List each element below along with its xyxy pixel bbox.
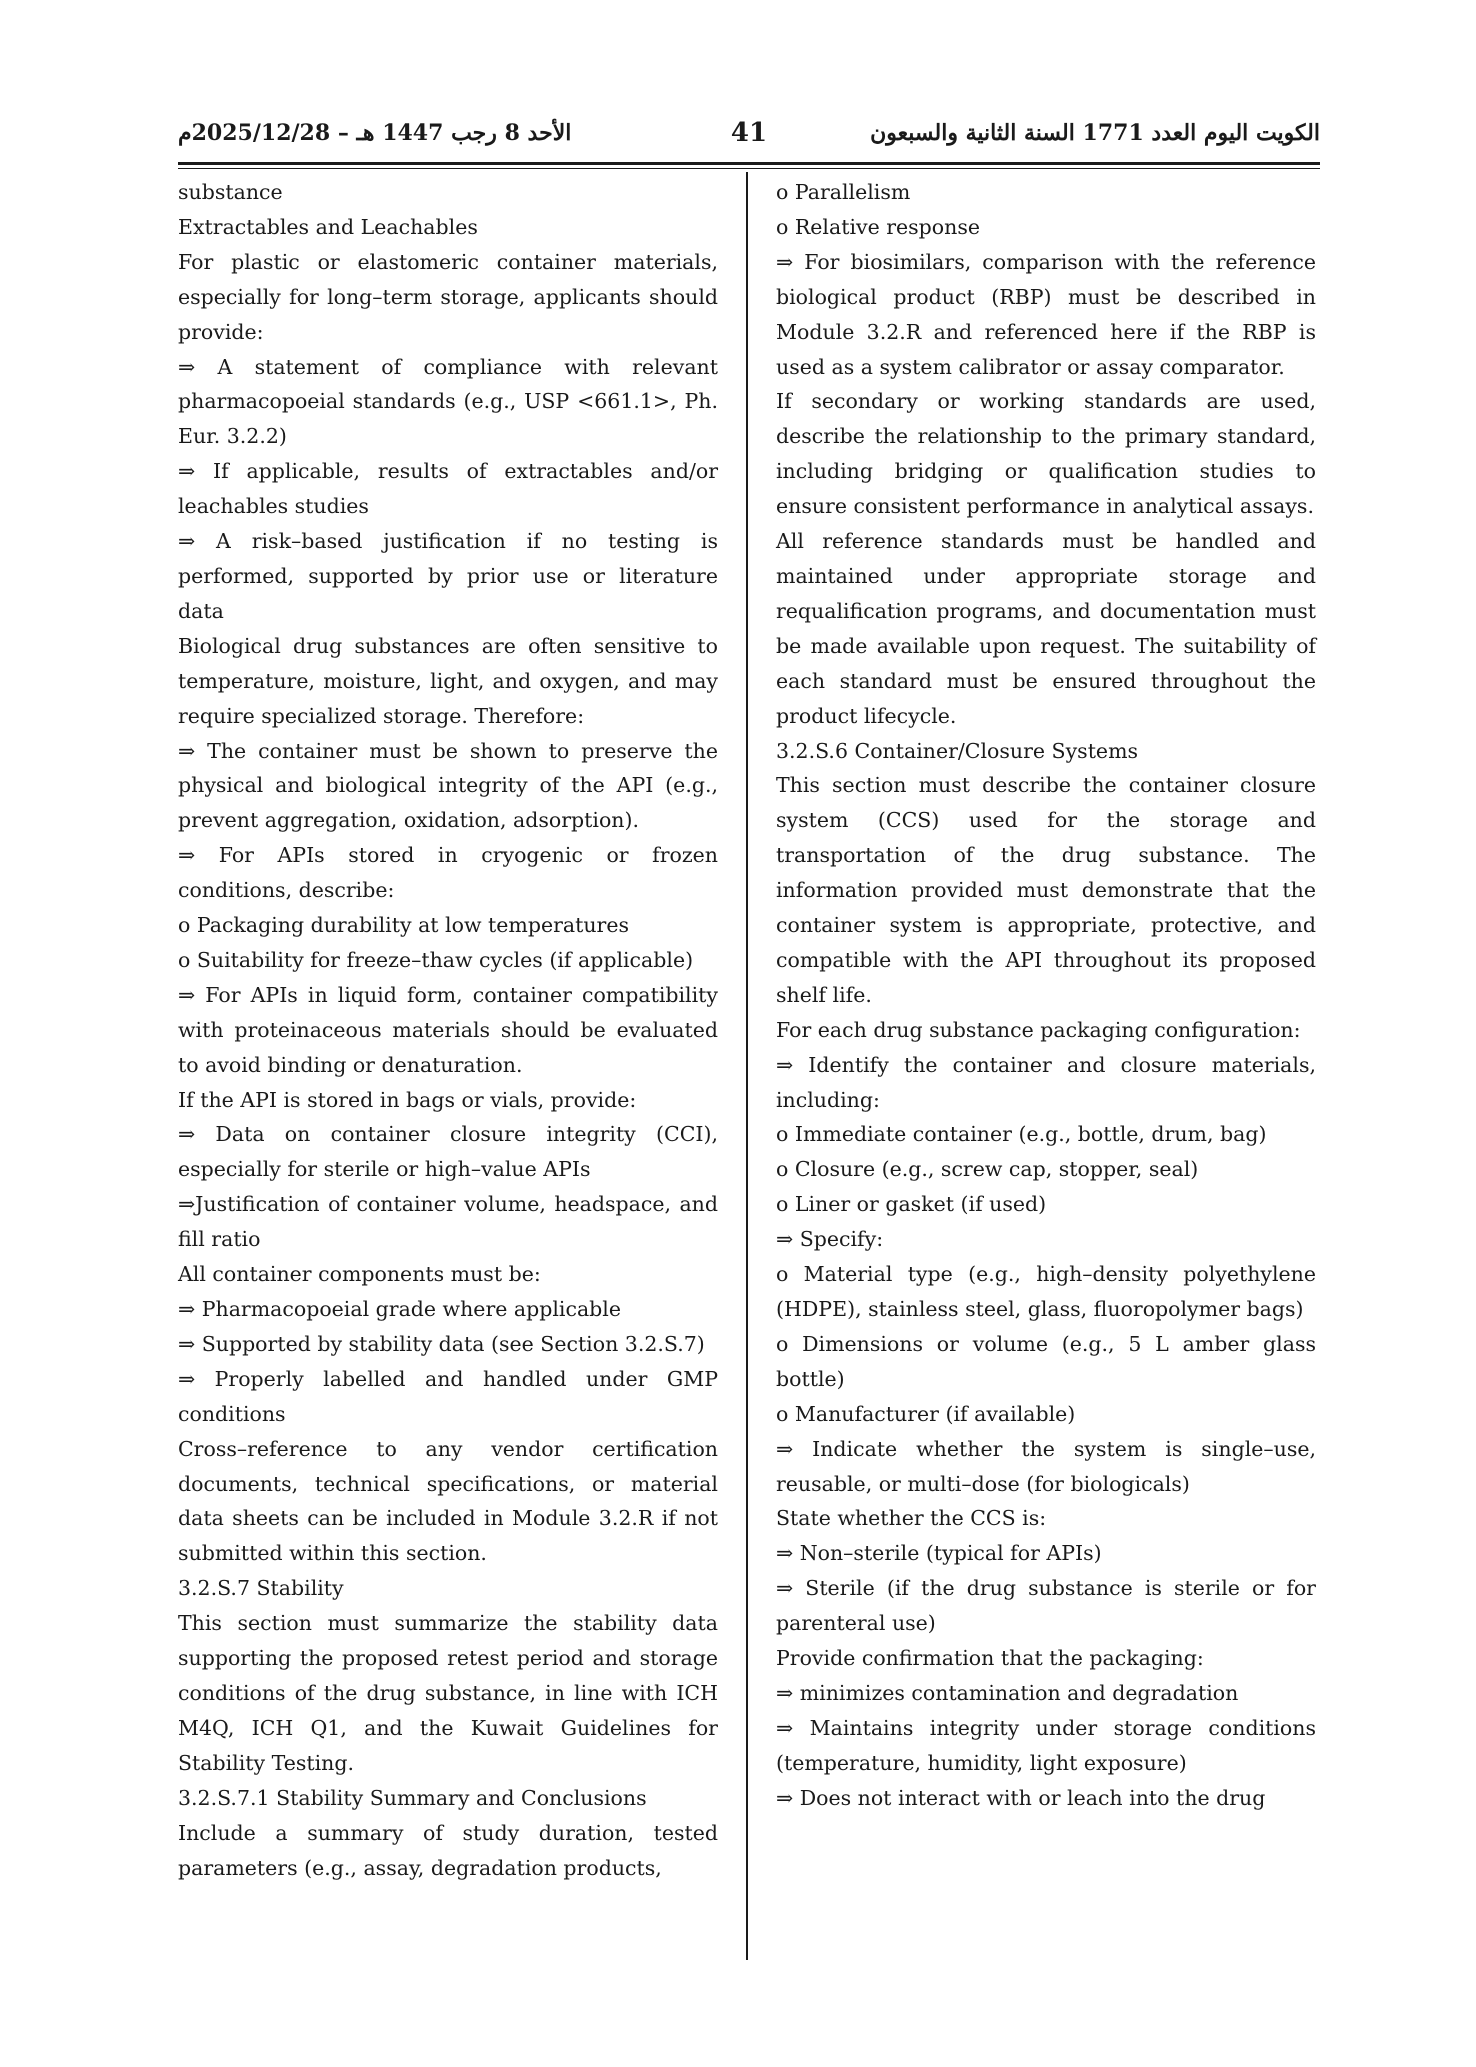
paragraph: All reference standards must be handled and maintained under appropriate storage and requalification programs, and documentation must be made available upon request. The suitability of each standard must be ensured throughout the product lifecycle. [776, 529, 1316, 728]
bullet-item: ⇒ Data on container closure integrity (CCI), especially for sterile or high–value APIs [178, 1122, 718, 1182]
section-heading: Extractables and Leachables [178, 214, 478, 239]
paragraph: If secondary or working standards are used, describe the relationship to the primary standard, including bridging or qualification studies to ensure consistent performance in analytical assays. [776, 389, 1316, 519]
bullet-item: ⇒ Pharmacopoeial grade where applicable [178, 1297, 621, 1321]
paragraph: substance [178, 180, 283, 204]
paragraph: This section must describe the container closure system (CCS) used for the storage and transportation of the drug substance. The information provided must demonstrate that the container system is appropriate, protective, and compatible with the API throughout its proposed shelf life. [776, 773, 1316, 1007]
paragraph: For plastic or elastomeric container materials, especially for long–term storage, applicants should provide: [178, 249, 718, 344]
paragraph: This section must summarize the stability data supporting the proposed retest period and storage conditions of the drug substance, in line with ICH M4Q, ICH Q1, and the Kuwait Guidelines for Stability Testing. [178, 1611, 718, 1775]
bullet-item: ⇒ For APIs stored in cryogenic or frozen conditions, describe: [178, 843, 718, 903]
bullet-item: ⇒ minimizes contamination and degradation [776, 1680, 1239, 1705]
section-heading: 3.2.S.7 Stability [178, 1576, 344, 1601]
bullet-item: ⇒ Non–sterile (typical for APIs) [776, 1541, 1102, 1566]
paragraph: Cross–reference to any vendor certification documents, technical specifications, or material data sheets can be included in Module 3.2.R if not submitted within this section. [178, 1436, 718, 1566]
bullet-item: ⇒ Sterile (if the drug substance is sterile or for parenteral use) [776, 1576, 1316, 1636]
left-column [178, 175, 718, 1885]
sub-bullet-item: ο Packaging durability at low temperatures [178, 913, 629, 938]
bullet-item: ⇒ The container must be shown to preserve the physical and biological integrity of the API (e.g., prevent aggregation, oxidation, adsorption). [178, 738, 718, 833]
bullet-item: ⇒ Identify the container and closure materials, including: [776, 1052, 1316, 1112]
sub-bullet-item: ο Dimensions or volume (e.g., 5 L amber glass bottle) [776, 1331, 1316, 1391]
paragraph: Include a summary of study duration, tested parameters (e.g., assay, degradation products, [178, 1820, 718, 1880]
bullet-item: ⇒ For biosimilars, comparison with the reference biological product (RBP) must be described in Module 3.2.R and referenced here if the RBP is used as a system calibrator or assay comparator. [776, 249, 1316, 379]
paragraph: State whether the CCS is: [776, 1506, 1047, 1531]
column-divider [746, 172, 748, 1960]
paragraph: Biological drug substances are often sensitive to temperature, moisture, light, and oxygen, and may require specialized storage. Therefore: [178, 633, 718, 728]
sub-bullet-item: ο Relative response [776, 214, 980, 239]
bullet-item: ⇒ For APIs in liquid form, container compatibility with proteinaceous materials should be evaluated to avoid binding or denaturation. [178, 982, 718, 1077]
bullet-item: ⇒ A statement of compliance with relevant pharmacopoeial standards (e.g., USP <661.1>, Ph. Eur. 3.2.2) [178, 354, 718, 449]
sub-bullet-item: ο Manufacturer (if available) [776, 1401, 1076, 1426]
section-heading: 3.2.S.6 Container/Closure Systems [776, 738, 1139, 763]
bullet-item: ⇒ Does not interact with or leach into the drug [776, 1785, 1266, 1810]
paragraph: For each drug substance packaging configuration: [776, 1017, 1301, 1042]
page-header [178, 118, 1320, 158]
bullet-item: ⇒ Properly labelled and handled under GMP conditions [178, 1366, 718, 1426]
bullet-item: ⇒ Specify: [776, 1227, 884, 1252]
bullet-item: ⇒ If applicable, results of extractables and/or leachables studies [178, 459, 718, 519]
sub-bullet-item: ο Parallelism [776, 180, 911, 204]
bullet-item: ⇒ Supported by stability data (see Section 3.2.S.7) [178, 1331, 705, 1356]
header-date: الأحد 8 رجب 1447 هـ – 2025/12/28م [178, 120, 572, 146]
sub-bullet-item: ο Material type (e.g., high–density polyethylene (HDPE), stainless steel, glass, fluoropolymer bags) [776, 1262, 1316, 1321]
right-column [776, 175, 1316, 1816]
bullet-item: ⇒Justification of container volume, headspace, and fill ratio [178, 1192, 718, 1252]
paragraph: If the API is stored in bags or vials, provide: [178, 1087, 637, 1112]
bullet-item: ⇒ Maintains integrity under storage conditions (temperature, humidity, light exposure) [776, 1715, 1316, 1775]
paragraph: All container components must be: [178, 1262, 541, 1287]
header-rule-thin [178, 168, 1320, 169]
page-number: 41 [730, 118, 768, 148]
bullet-item: ⇒ A risk–based justification if no testing is performed, supported by prior use or literature data [178, 529, 718, 623]
sub-bullet-item: ο Liner or gasket (if used) [776, 1192, 1047, 1217]
header-rule-thick [178, 162, 1320, 165]
header-publication: الكويت اليوم العدد 1771 السنة الثانية والسبعون [870, 120, 1320, 146]
sub-bullet-item: ο Suitability for freeze–thaw cycles (if applicable) [178, 947, 694, 972]
section-heading: 3.2.S.7.1 Stability Summary and Conclusions [178, 1785, 647, 1810]
sub-bullet-item: ο Closure (e.g., screw cap, stopper, seal) [776, 1157, 1199, 1182]
bullet-item: ⇒ Indicate whether the system is single–use, reusable, or multi–dose (for biologicals) [776, 1436, 1316, 1496]
paragraph: Provide confirmation that the packaging: [776, 1646, 1204, 1671]
sub-bullet-item: ο Immediate container (e.g., bottle, drum, bag) [776, 1122, 1267, 1147]
